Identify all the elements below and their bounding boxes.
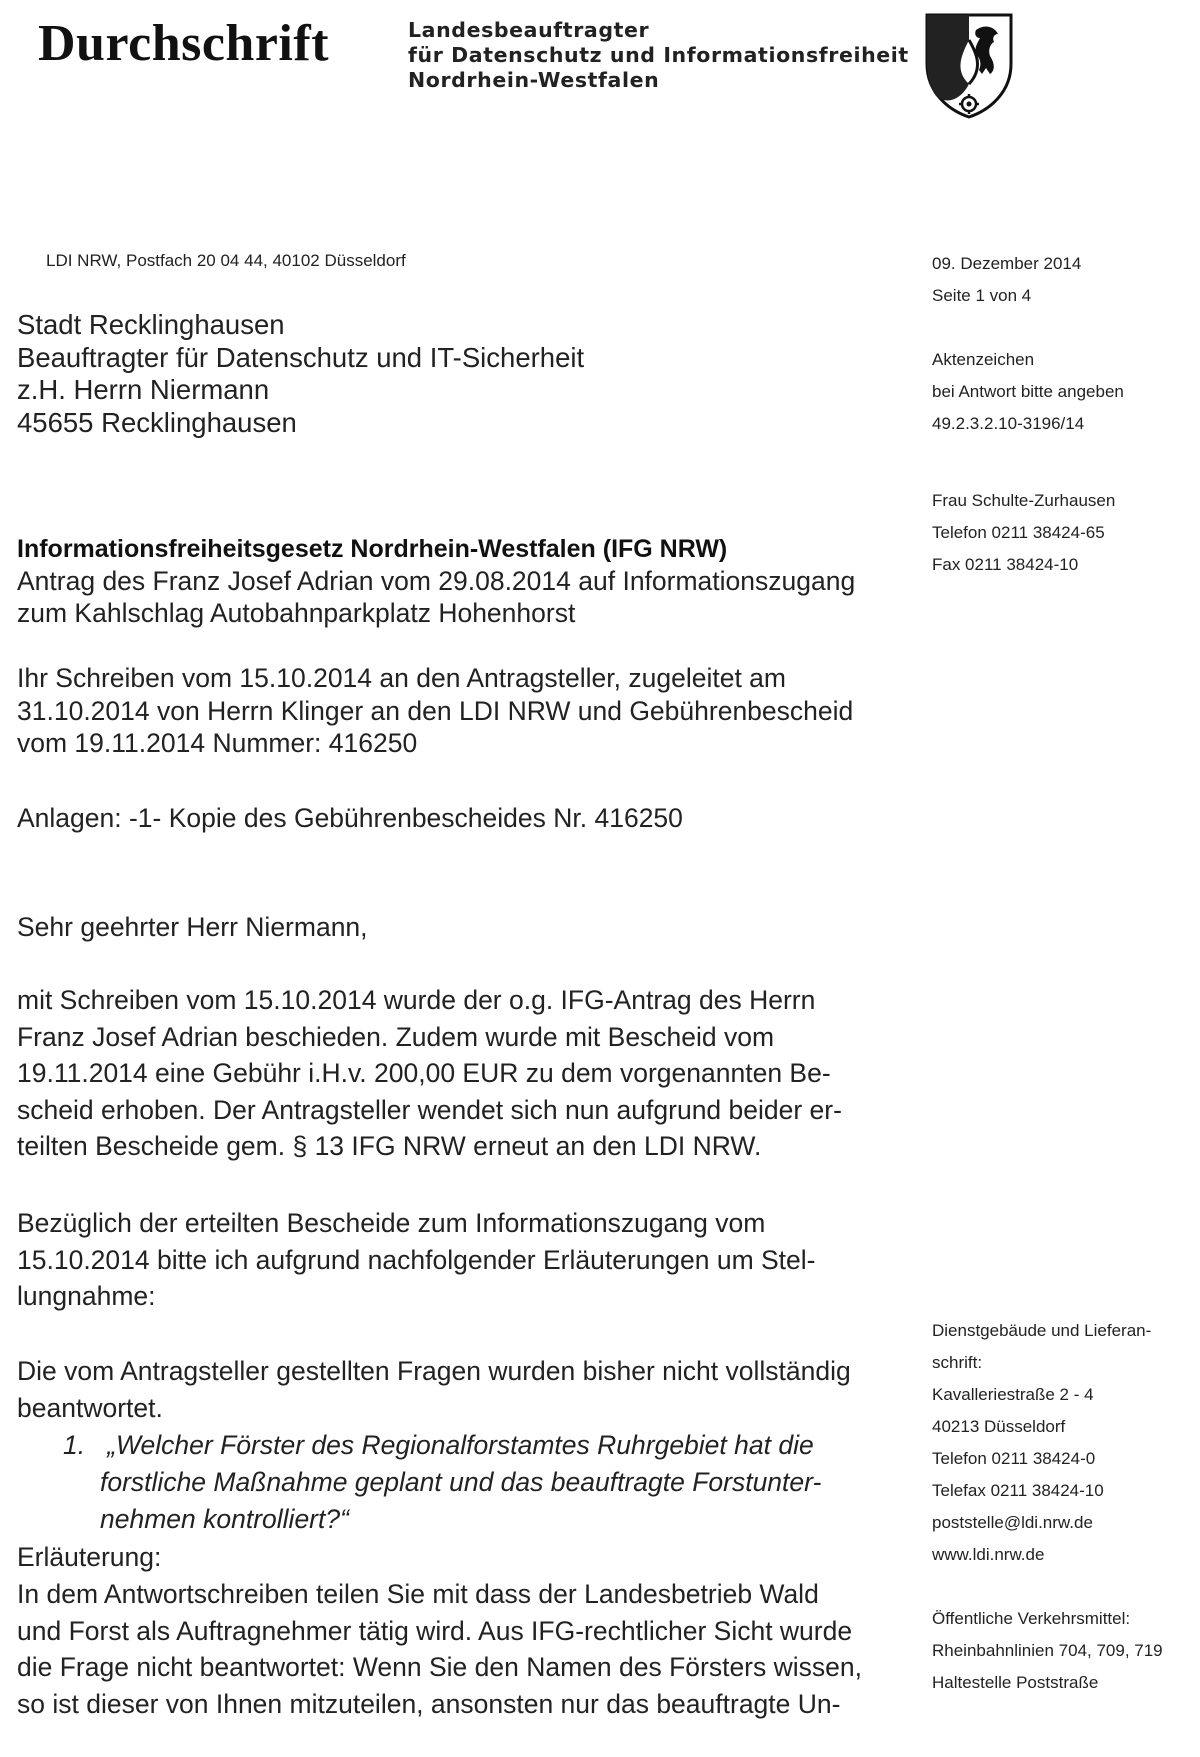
text-line: und Forst als Auftragnehmer tätig wird. Aus IFG-rechtlicher Sicht wurde [17, 1615, 853, 1646]
reference-block [932, 344, 1124, 440]
carbon-copy-stamp: Durchschrift [38, 15, 330, 72]
contact-name: Frau Schulte-Zurhausen [932, 491, 1116, 510]
transit-lines: Rheinbahnlinien 704, 709, 719 [932, 1641, 1163, 1660]
transit-block [932, 1603, 1163, 1699]
authority-name [408, 18, 909, 93]
subject-line: zum Kahlschlag Autobahnparkplatz Hohenhorst [17, 598, 576, 628]
contact-block [932, 485, 1115, 581]
explanation-label: Erläuterung: [17, 1542, 162, 1572]
text-line: mit Schreiben vom 15.10.2014 wurde der o.g. IFG-Antrag des Herrn [17, 985, 816, 1015]
text-line: Franz Josef Adrian beschieden. Zudem wurde mit Bescheid vom [17, 1021, 775, 1052]
text-line: Ihr Schreiben vom 15.10.2014 an den Antragsteller, zugeleitet am [17, 663, 786, 693]
address-line: z.H. Herrn Niermann [17, 374, 270, 405]
contact-phone: Telefon 0211 38424-65 [932, 523, 1105, 542]
office-street: Kavalleriestraße 2 - 4 [932, 1385, 1094, 1404]
address-line: 45655 Recklinghausen [17, 406, 297, 438]
authority-line: für Datenschutz und Informationsfreiheit [408, 43, 909, 67]
address-line: Stadt Recklinghausen [17, 309, 285, 340]
text-line: 31.10.2014 von Herrn Klinger an den LDI NRW und Gebührenbescheid [17, 695, 854, 726]
office-address-block [932, 1315, 1151, 1571]
subject-title: Informationsfreiheitsgesetz Nordrhein-Westfalen (IFG NRW) [17, 535, 728, 563]
text-line: Die vom Antragsteller gestellten Fragen wurden bisher nicht vollständig [17, 1356, 851, 1386]
nrw-coat-of-arms-icon [924, 12, 1014, 120]
text-line: 15.10.2014 bitte ich aufgrund nachfolgender Erläuterungen um Stel- [17, 1244, 816, 1275]
office-heading: Dienstgebäude und Lieferan- [932, 1321, 1152, 1340]
authority-line: Nordrhein-Westfalen [408, 68, 660, 92]
text-line: die Frage nicht beantwortet: Wenn Sie den Namen des Försters wissen, [17, 1652, 862, 1682]
paragraph-4 [17, 1576, 897, 1722]
text-line: 19.11.2014 eine Gebühr i.H.v. 200,00 EUR zu dem vorgenannten Be- [17, 1058, 831, 1088]
reference-label: Aktenzeichen [932, 350, 1035, 369]
paragraph-2 [17, 1205, 897, 1315]
question-text: nehmen kontrolliert?“ [100, 1504, 349, 1534]
contact-fax: Fax 0211 38424-10 [932, 555, 1079, 574]
text-line: lungnahme: [17, 1281, 156, 1311]
paragraph-3 [17, 1353, 897, 1426]
question-first-line [63, 1427, 821, 1464]
office-phone: Telefon 0211 38424-0 [932, 1449, 1096, 1468]
transit-stop: Haltestelle Poststraße [932, 1673, 1099, 1692]
page-count: Seite 1 von 4 [932, 286, 1032, 305]
office-email: poststelle@ldi.nrw.de [932, 1513, 1093, 1532]
reference-number: 49.2.3.2.10-3196/14 [932, 414, 1085, 433]
salutation: Sehr geehrter Herr Niermann, [17, 912, 368, 942]
office-heading: schrift: [932, 1353, 983, 1372]
question-text: „Welcher Förster des Regionalforstamtes Ruhrgebiet hat die [107, 1430, 814, 1460]
authority-line: Landesbeauftragter [408, 18, 650, 42]
letter-date: 09. Dezember 2014 [932, 254, 1082, 273]
text-line: teilten Bescheide gem. § 13 IFG NRW erneut an den LDI NRW. [17, 1131, 762, 1161]
text-line: vom 19.11.2014 Nummer: 416250 [17, 728, 418, 758]
sender-line: LDI NRW, Postfach 20 04 44, 40102 Düsseldorf [46, 251, 406, 270]
reference-note: bei Antwort bitte angeben [932, 382, 1124, 401]
subject-lines [17, 565, 897, 629]
reference-paragraph [17, 662, 897, 760]
text-line: so ist dieser von Ihnen mitzuteilen, ansonsten nur das beauftragte Un- [17, 1688, 841, 1719]
attachments-line: Anlagen: -1- Kopie des Gebührenbescheides Nr. 416250 [17, 803, 683, 833]
letter-meta [932, 248, 1081, 312]
question-text: forstliche Maßnahme geplant und das beauftragte Forstunter- [100, 1467, 822, 1497]
text-line: beantwortet. [17, 1392, 163, 1423]
address-line: Beauftragter für Datenschutz und IT-Sicherheit [17, 341, 585, 373]
office-website: www.ldi.nrw.de [932, 1545, 1045, 1564]
paragraph-1 [17, 982, 897, 1165]
office-city: 40213 Düsseldorf [932, 1417, 1066, 1436]
office-fax: Telefax 0211 38424-10 [932, 1481, 1104, 1500]
recipient-address [17, 309, 584, 439]
transit-label: Öffentliche Verkehrsmittel: [932, 1609, 1131, 1628]
text-line: Bezüglich der erteilten Bescheide zum Informationszugang vom [17, 1208, 766, 1238]
text-line: In dem Antwortschreiben teilen Sie mit dass der Landesbetrieb Wald [17, 1579, 819, 1609]
question-1 [63, 1427, 821, 1538]
list-number: 1. [63, 1430, 86, 1460]
text-line: scheid erhoben. Der Antragsteller wendet sich nun aufgrund beider er- [17, 1094, 842, 1125]
subject-line: Antrag des Franz Josef Adrian vom 29.08.2014 auf Informationszugang [17, 566, 856, 596]
